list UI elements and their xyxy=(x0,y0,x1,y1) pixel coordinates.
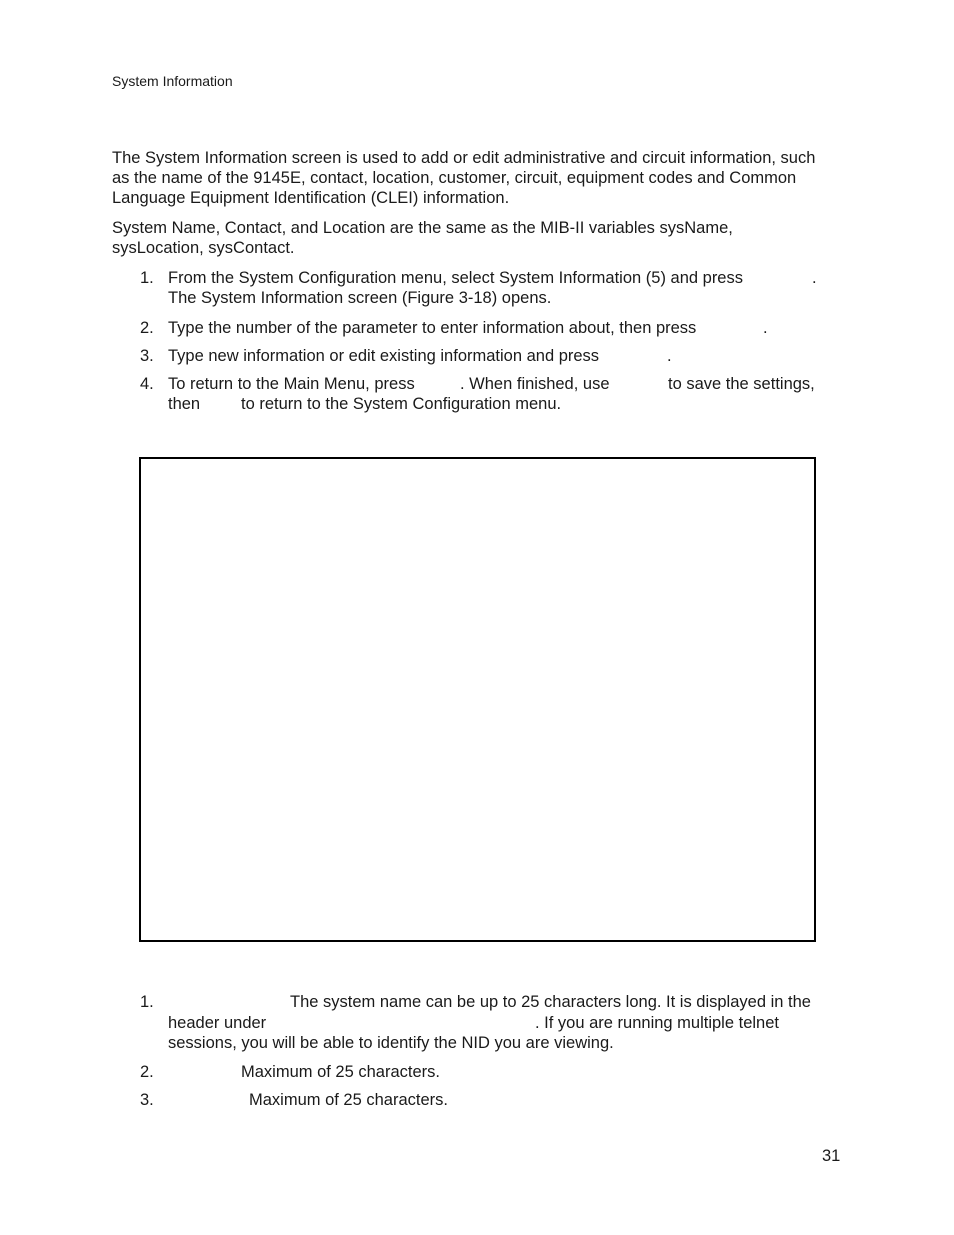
param-1-text-b: header under xyxy=(168,1014,267,1032)
param-2-text: Maximum of 25 characters. xyxy=(241,1063,440,1081)
param-number: 2. xyxy=(140,1063,154,1081)
param-1-text-c: . If you are running multiple telnet xyxy=(535,1014,779,1032)
step-number: 2. xyxy=(140,319,154,337)
text-line: as the name of the 9145E, contact, location, customer, circuit, equipment codes and Common xyxy=(112,169,797,187)
intro-paragraph-1 xyxy=(112,148,842,208)
param-1-text-d: sessions, you will be able to identify the NID you are viewing. xyxy=(168,1034,614,1052)
text-line: The System Information screen is used to add or edit administrative and circuit information, such xyxy=(112,149,816,167)
step-number: 1. xyxy=(140,269,154,287)
param-number: 1. xyxy=(140,993,154,1011)
step-2-text: Type the number of the parameter to enter information about, then press xyxy=(168,319,697,337)
step-4-text-d: then xyxy=(168,395,201,413)
param-number: 3. xyxy=(140,1091,154,1109)
text-line: Language Equipment Identification (CLEI) information. xyxy=(112,189,510,207)
step-4-text-e: to return to the System Configuration menu. xyxy=(241,395,562,413)
step-1-text: From the System Configuration menu, select System Information (5) and press xyxy=(168,269,743,287)
running-header: System Information xyxy=(112,73,233,89)
page-number: 31 xyxy=(822,1147,841,1165)
text-line: sysLocation, sysContact. xyxy=(112,239,295,257)
step-number: 3. xyxy=(140,347,154,365)
step-4-text-b: . When finished, use xyxy=(460,375,610,393)
step-4-text-a: To return to the Main Menu, press xyxy=(168,375,415,393)
intro-paragraph-2 xyxy=(112,218,842,258)
step-1-period: . xyxy=(812,269,817,287)
param-3-text: Maximum of 25 characters. xyxy=(249,1091,448,1109)
step-3-period: . xyxy=(667,347,672,365)
system-information-screen-figure xyxy=(139,457,816,942)
step-number: 4. xyxy=(140,375,154,393)
step-3-text: Type new information or edit existing information and press xyxy=(168,347,600,365)
step-2-period: . xyxy=(763,319,768,337)
param-1-text: The system name can be up to 25 characters long. It is displayed in the xyxy=(290,993,811,1011)
step-1-text-2: The System Information screen (Figure 3-18) opens. xyxy=(168,289,552,307)
step-4-text-c: to save the settings, xyxy=(668,375,815,393)
text-line: System Name, Contact, and Location are the same as the MIB-II variables sysName, xyxy=(112,219,733,237)
